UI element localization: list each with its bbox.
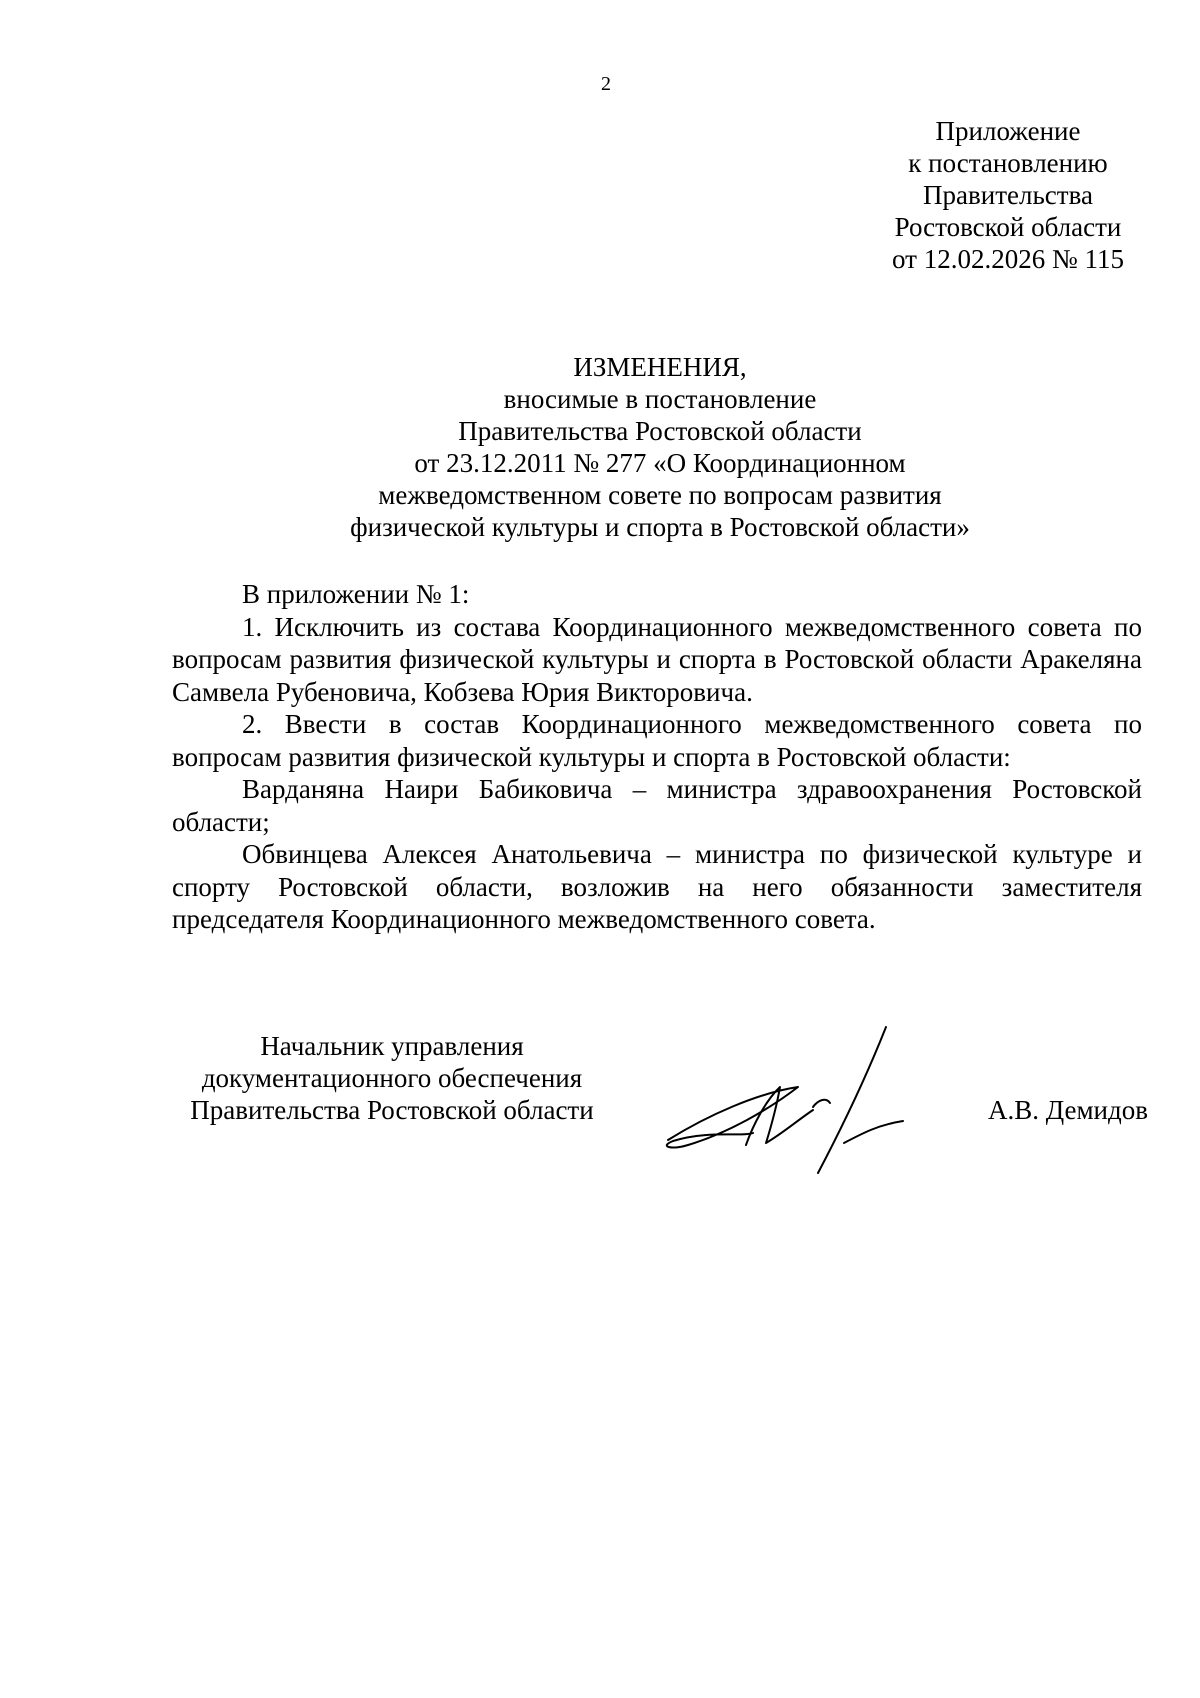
title-line: межведомственном совете по вопросам развития — [378, 480, 942, 510]
appendix-line: от 12.02.2026 № 115 — [892, 244, 1124, 274]
signatory-position-line: документационного обеспечения — [201, 1063, 583, 1093]
person-2-paragraph: Обвинцева Алексея Анатольевича – министра по физической культуре и спорту Ростовской области, возложив на него обязанности заместителя председателя Координационного межведомственного совета. — [172, 839, 1142, 934]
intro-paragraph: В приложении № 1: — [242, 579, 470, 609]
title-line: вносимые в постановление — [503, 384, 817, 414]
document-body — [172, 578, 1142, 936]
title-heading: ИЗМЕНЕНИЯ, — [573, 352, 747, 382]
title-line: от 23.12.2011 № 277 «О Координационном — [414, 448, 906, 478]
appendix-line: Ростовской области — [894, 212, 1122, 242]
signatory-position-line: Правительства Ростовской области — [190, 1095, 594, 1125]
appendix-block — [833, 115, 1183, 275]
appendix-line: Приложение — [935, 116, 1081, 146]
signatory-position-line: Начальник управления — [260, 1031, 524, 1061]
item-2-paragraph: 2. Ввести в состав Координационного межведомственного совета по вопросам развития физической культуры и спорта в Ростовской области: — [172, 709, 1142, 772]
item-1-paragraph: 1. Исключить из состава Координационного межведомственного совета по вопросам развития физической культуры и спорта в Ростовской области Аракеляна Самвела Рубеновича, Кобзева Юрия Викторовича. — [172, 611, 1142, 707]
person-1-paragraph: Варданяна Наири Бабиковича – министра здравоохранения Ростовской области; — [172, 774, 1142, 837]
title-line: Правительства Ростовской области — [458, 416, 862, 446]
document-title — [260, 351, 1060, 543]
appendix-line: к постановлению — [908, 148, 1108, 178]
handwritten-signature — [648, 1015, 928, 1185]
signatory-position — [172, 1030, 612, 1126]
page-number: 2 — [601, 73, 611, 95]
title-line: физической культуры и спорта в Ростовской области» — [350, 512, 970, 542]
appendix-line: Правительства — [923, 180, 1093, 210]
signatory-name: А.В. Демидов — [987, 1095, 1148, 1125]
